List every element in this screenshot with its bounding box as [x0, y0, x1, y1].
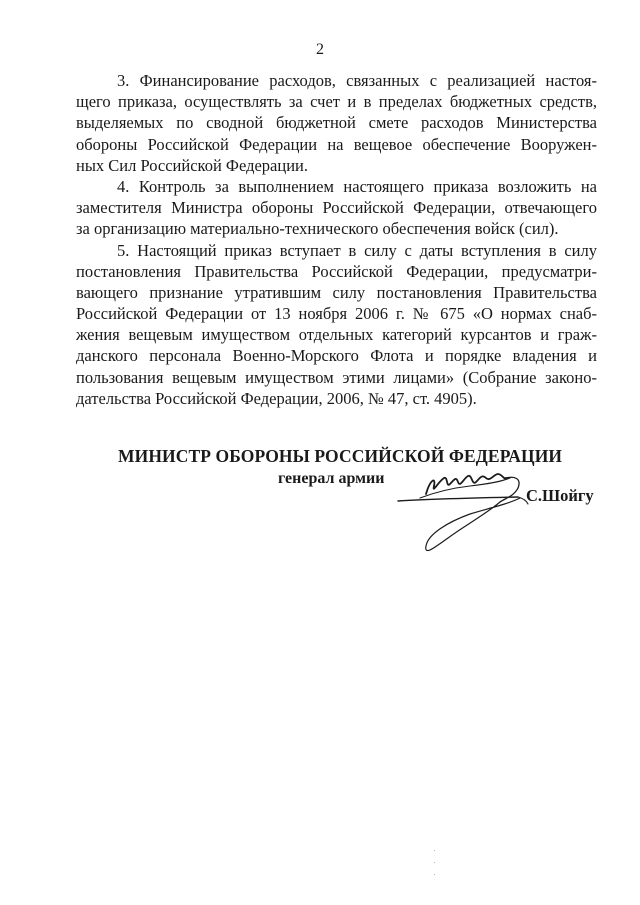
text-line: 4. Контроль за выполнением настоящего приказа возложить на — [117, 176, 597, 196]
page-number: 2 — [316, 41, 324, 58]
text-line: заместителя Министра обороны Российской Федерации, отвечающего — [76, 198, 597, 218]
text-line: 5. Настоящий приказ вступает в силу с даты вступления в силу — [117, 240, 597, 260]
text-line: за организацию материально-технического обеспечения войск (сил). — [76, 219, 559, 239]
text-line: щего приказа, осуществлять за счет и в пределах бюджетных средств, — [76, 92, 597, 112]
text-line: данского персонала Военно-Морского Флота и порядке владения и — [76, 346, 597, 366]
text-line: 3. Финансирование расходов, связанных с реализацией настоя- — [117, 71, 597, 90]
signer-rank: генерал армии — [278, 470, 385, 487]
handwritten-signature-icon — [390, 468, 540, 558]
scan-speck — [434, 862, 435, 863]
text-line: пользования вещевым имуществом этими лицами» (Собрание законо- — [76, 367, 597, 387]
text-line: постановления Правительства Российской Федерации, предусматри- — [76, 261, 597, 281]
text-line: дательства Российской Федерации, 2006, № 47, ст. 4905). — [76, 388, 477, 408]
text-line: жения вещевым имуществом отдельных категорий курсантов и граж- — [76, 325, 597, 345]
scan-speck — [434, 874, 435, 875]
scan-speck — [434, 850, 435, 851]
text-line: обороны Российской Федерации на вещевое обеспечение Вооружен- — [76, 134, 597, 154]
signer-name: С.Шойгу — [526, 486, 594, 505]
text-line: ных Сил Российской Федерации. — [76, 155, 308, 175]
text-line: вающего признание утратившим силу постановления Правительства — [76, 282, 597, 302]
minister-title: МИНИСТР ОБОРОНЫ РОССИЙСКОЙ ФЕДЕРАЦИИ — [118, 446, 563, 466]
text-line: выделяемых по сводной бюджетной смете расходов Министерства — [76, 113, 597, 133]
text-line: Российской Федерации от 13 ноября 2006 г. № 675 «О нормах снаб- — [76, 304, 597, 324]
